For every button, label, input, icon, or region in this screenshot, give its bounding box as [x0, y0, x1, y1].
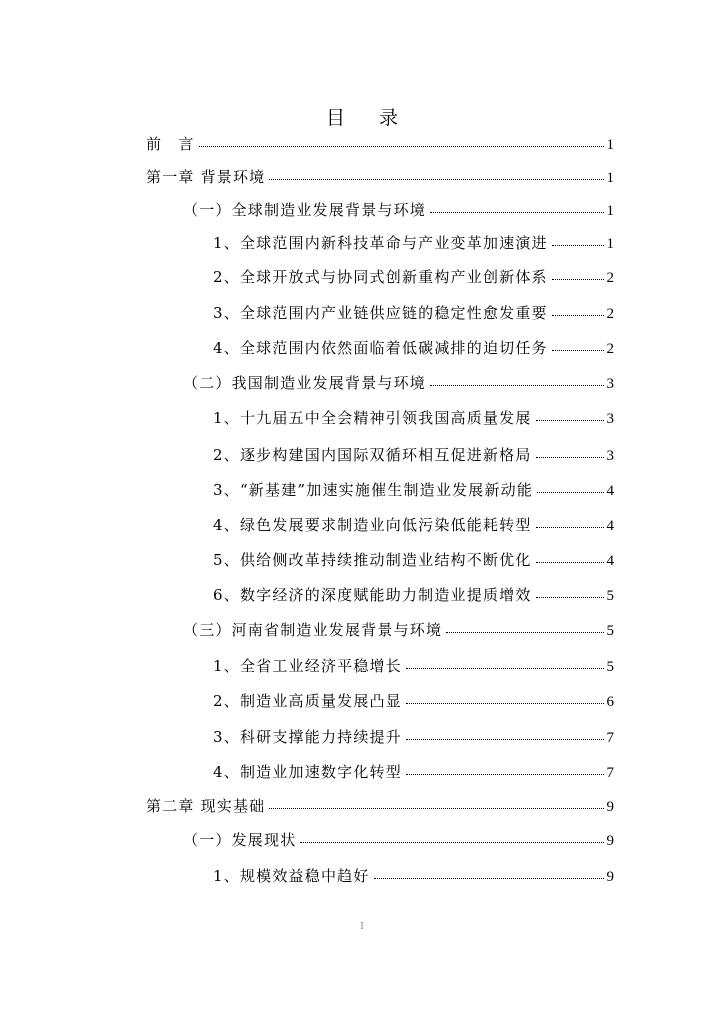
dot-leader — [430, 371, 603, 386]
toc-page-number: 4 — [606, 518, 614, 534]
dot-leader — [552, 231, 604, 246]
toc-entry-section[interactable] — [183, 373, 614, 393]
toc-page-number: 2 — [606, 341, 614, 357]
dot-leader — [406, 654, 604, 669]
toc-entry-label: 3、科研支撑能力持续提升 — [213, 728, 402, 746]
toc-entry-label: 2、全球开放式与协同式创新重构产业创新体系 — [213, 268, 548, 286]
toc-entry-chapter-1[interactable] — [146, 167, 614, 187]
toc-page-number: 5 — [606, 623, 614, 639]
toc-title: 目 录 — [325, 107, 413, 129]
toc-entry-label: 1、全球范围内新科技革命与产业变革加速演进 — [213, 234, 548, 252]
dot-leader — [536, 583, 604, 598]
toc-entry-subsection[interactable] — [213, 480, 614, 500]
dot-leader — [269, 165, 603, 180]
toc-entry-label: 3、“新基建”加速实施催生制造业发展新动能 — [213, 481, 534, 499]
toc-page-number: 3 — [606, 448, 614, 464]
dot-leader — [406, 725, 604, 740]
toc-entry-label: 第一章 背景环境 — [146, 168, 266, 186]
toc-page-number: 1 — [606, 236, 614, 252]
toc-entry-subsection[interactable] — [213, 550, 614, 570]
toc-entry-label: 2、逐步构建国内国际双循环相互促进新格局 — [213, 446, 532, 464]
toc-entry-subsection[interactable] — [213, 691, 614, 711]
dot-leader — [537, 478, 603, 493]
toc-entry-label: （三）河南省制造业发展背景与环境 — [183, 621, 443, 639]
toc-page-number: 7 — [606, 765, 614, 781]
toc-entry-label: 3、全球范围内产业链供应链的稳定性愈发重要 — [213, 304, 548, 322]
toc-page-number: 1 — [606, 137, 614, 153]
toc-entry-label: 第二章 现实基础 — [146, 797, 266, 815]
dot-leader — [406, 760, 604, 775]
toc-entry-label: 4、制造业加速数字化转型 — [213, 763, 402, 781]
toc-entry-label: 前 言 — [146, 135, 195, 153]
toc-page-number: 9 — [606, 869, 614, 885]
toc-entry-subsection[interactable] — [213, 338, 614, 358]
toc-entry-label: 5、供给侧改革持续推动制造业结构不断优化 — [213, 551, 532, 569]
toc-page-number: 6 — [606, 694, 614, 710]
toc-entry-subsection[interactable] — [213, 762, 614, 782]
toc-page-number: 7 — [606, 730, 614, 746]
toc-entry-label: 1、全省工业经济平稳增长 — [213, 657, 402, 675]
toc-entry-subsection[interactable] — [213, 866, 614, 886]
dot-leader — [536, 443, 604, 458]
toc-entry-subsection[interactable] — [213, 267, 614, 287]
toc-page-number: 4 — [606, 483, 614, 499]
toc-page-number: 4 — [606, 553, 614, 569]
dot-leader — [536, 513, 604, 528]
toc-page-number: 2 — [606, 270, 614, 286]
toc-entry-preface[interactable] — [146, 134, 614, 154]
dot-leader — [446, 618, 603, 633]
toc-entry-label: （一）发展现状 — [183, 831, 297, 849]
toc-page-number: 9 — [606, 799, 614, 815]
dot-leader — [199, 132, 604, 147]
toc-page-number: 1 — [606, 203, 614, 219]
page-footer-number: I — [360, 922, 364, 932]
dot-leader — [374, 864, 604, 879]
toc-entry-section[interactable] — [183, 200, 614, 220]
toc-entry-label: （一）全球制造业发展背景与环境 — [183, 201, 427, 219]
dot-leader — [300, 828, 603, 843]
dot-leader — [269, 794, 603, 809]
toc-entry-subsection[interactable] — [213, 303, 614, 323]
toc-page-number: 5 — [606, 659, 614, 675]
toc-entry-subsection[interactable] — [213, 656, 614, 676]
toc-page-number: 5 — [606, 588, 614, 604]
toc-entry-subsection[interactable] — [213, 727, 614, 747]
toc-entry-label: 1、规模效益稳中趋好 — [213, 867, 370, 885]
toc-entry-section[interactable] — [183, 620, 614, 640]
dot-leader — [536, 406, 604, 421]
toc-entry-label: 2、制造业高质量发展凸显 — [213, 692, 402, 710]
toc-entry-subsection[interactable] — [213, 515, 614, 535]
dot-leader — [406, 689, 604, 704]
toc-entry-label: （二）我国制造业发展背景与环境 — [183, 374, 427, 392]
toc-entry-label: 6、数字经济的深度赋能助力制造业提质增效 — [213, 586, 532, 604]
toc-entry-subsection[interactable] — [213, 585, 614, 605]
toc-entry-label: 4、绿色发展要求制造业向低污染低能耗转型 — [213, 516, 532, 534]
toc-page-number: 9 — [606, 833, 614, 849]
toc-entry-chapter-2[interactable] — [146, 796, 614, 816]
toc-page-number: 1 — [606, 170, 614, 186]
dot-leader — [552, 301, 604, 316]
toc-entry-subsection[interactable] — [213, 445, 614, 465]
toc-page-number: 2 — [606, 306, 614, 322]
toc-entry-label: 4、全球范围内依然面临着低碳减排的迫切任务 — [213, 339, 548, 357]
dot-leader — [430, 198, 603, 213]
toc-page-number: 3 — [606, 376, 614, 392]
toc-entry-label: 1、十九届五中全会精神引领我国高质量发展 — [213, 409, 532, 427]
dot-leader — [536, 548, 604, 563]
toc-entry-subsection[interactable] — [213, 408, 614, 428]
toc-entry-subsection[interactable] — [213, 233, 614, 253]
dot-leader — [552, 336, 604, 351]
toc-entry-section[interactable] — [183, 830, 614, 850]
toc-page-number: 3 — [606, 411, 614, 427]
dot-leader — [552, 265, 604, 280]
